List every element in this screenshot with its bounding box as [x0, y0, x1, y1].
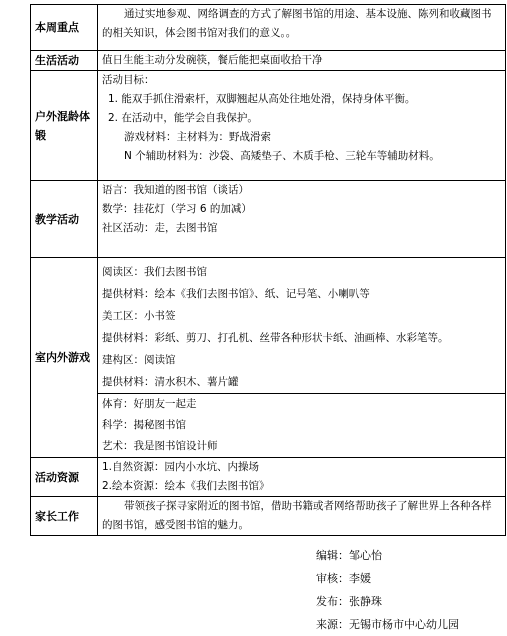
- resources-row: [31, 458, 506, 497]
- resources-cell: [98, 458, 506, 497]
- row-label-games: 室内外游戏: [31, 258, 98, 458]
- outdoor-material-aux: N 个辅助材料为：沙袋、高矮垫子、木质手枪、三轮车等辅助材料。: [124, 150, 440, 162]
- resources-item: 1.自然资源：园内小水坑、内操场: [102, 461, 260, 473]
- resources-item: 2.绘本资源：绘本《我们去图书馆》: [102, 480, 270, 492]
- row-label-outdoor: 户外混龄体锻: [31, 71, 98, 181]
- credit-reviewer: 审核：李媛: [316, 572, 371, 585]
- outdoor-row: [31, 71, 506, 181]
- teaching-item: 数学：挂花灯（学习 6 的加减）: [102, 203, 252, 215]
- outdoor-goal-title: 活动目标：: [102, 74, 155, 86]
- row-label-focus: 本周重点: [31, 5, 98, 51]
- parents-row: [31, 497, 506, 536]
- outdoor-goal-2: 2. 在活动中，能学会自我保护。: [108, 112, 258, 124]
- focus-row: [31, 5, 506, 51]
- games-area-list: [98, 258, 505, 393]
- games-area-item: 美工区：小书签: [102, 310, 176, 322]
- life-text: 值日生能主动分发碗筷，餐后能把桌面收拾干净: [98, 51, 506, 71]
- games-other-item: 体育：好朋友一起走: [102, 398, 197, 410]
- teaching-item: 社区活动：走，去图书馆: [102, 222, 218, 234]
- credit-source: 来源：无锡市杨市中心幼儿园: [316, 618, 459, 631]
- games-other-item: 科学：揭秘图书馆: [102, 419, 186, 431]
- outdoor-cell: [98, 71, 506, 181]
- focus-text: 通过实地参观、网络调查的方式了解图书馆的用途、基本设施、陈列和收藏图书的相关知识，体会图书馆对我们的意义。。: [98, 5, 506, 51]
- teaching-cell: [98, 181, 506, 258]
- parents-text: 带领孩子探寻家附近的图书馆，借助书籍或者网络帮助孩子了解世界上各种各样的图书馆，感受图书馆的魅力。: [98, 497, 506, 536]
- outdoor-goal-1: 1. 能双手抓住滑索杆，双脚翘起从高处往地处滑，保持身体平衡。: [108, 93, 416, 105]
- row-label-life: 生活活动: [31, 51, 98, 71]
- games-area-item: 提供材料：绘本《我们去图书馆》、纸、记号笔、小喇叭等: [102, 288, 370, 300]
- games-other-list: [98, 393, 505, 457]
- games-area-item: 提供材料：清水积木、薯片罐: [102, 376, 239, 388]
- life-row: [31, 51, 506, 71]
- row-label-resources: 活动资源: [31, 458, 98, 497]
- games-other-item: 艺术：我是图书馆设计师: [102, 440, 218, 452]
- games-area-item: 建构区：阅读馆: [102, 354, 176, 366]
- outdoor-material-main: 游戏材料：主材料为：野战滑索: [124, 131, 271, 143]
- credits-block: [316, 544, 459, 636]
- row-label-teaching: 教学活动: [31, 181, 98, 258]
- row-label-parents: 家长工作: [31, 497, 98, 536]
- credit-editor: 编辑：邹心怡: [316, 549, 382, 562]
- games-area-item: 提供材料：彩纸、剪刀、打孔机、丝带各种形状卡纸、油画棒、水彩笔等。: [102, 332, 449, 344]
- credit-publisher: 发布：张静珠: [316, 595, 382, 608]
- games-cell: [98, 258, 506, 458]
- games-area-item: 阅读区：我们去图书馆: [102, 266, 207, 278]
- teaching-item: 语言：我知道的图书馆（谈话）: [102, 184, 249, 196]
- weekly-plan-table: [30, 4, 506, 536]
- games-row: [31, 258, 506, 458]
- teaching-row: [31, 181, 506, 258]
